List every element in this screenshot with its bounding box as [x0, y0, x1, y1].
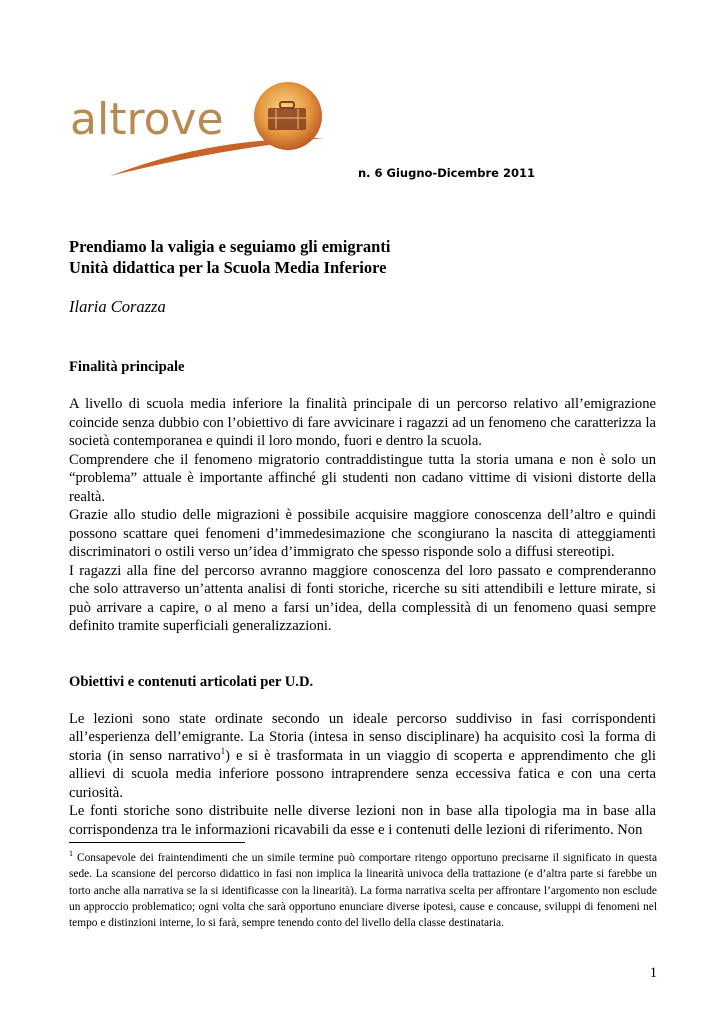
paragraph: A livello di scuola media inferiore la finalità principale di un percorso relativo all’emigrazione coincide senza dubbio con l’obiettivo di fare avvicinare i ragazzi ad un fenomeno che caratterizza la società contemporanea e quindi il loro mondo, fuori e dentro la scuola. [69, 396, 656, 449]
paragraph: Le fonti storiche sono distribuite nelle diverse lezioni non in base alla tipologia ma in base alla corrispondenza tra le informazioni ricavabili da esse e i contenuti delle lezioni di riferimento. Non [69, 803, 656, 838]
paragraph: Comprendere che il fenomeno migratorio contraddistingue tutta la storia umana e non è solo un “problema” attuale è importante affinché gli studenti non cadano vittime di visioni distorte della realtà. [69, 451, 656, 505]
footnote-number: 1 [69, 849, 73, 859]
paragraph: I ragazzi alla fine del percorso avranno maggiore conoscenza del loro passato e comprenderanno che solo attraverso un’attenta analisi di fonti storiche, ricerche su siti attendibili e letture mirate, si può arrivare a capire, o al meno a farsi un’idea, della complessità di un fenomeno quasi sempre definito tramite superficiali generalizzazioni. [69, 562, 656, 634]
page-number: 1 [649, 965, 657, 981]
paragraph [69, 710, 656, 803]
section-heading: Obiettivi e contenuti articolati per U.D. [69, 673, 314, 690]
title-line-2: Unità didattica per la Scuola Media Inferiore [69, 258, 387, 277]
footnote-separator [69, 842, 245, 843]
document-title [69, 236, 659, 278]
section-heading: Finalità principale [69, 359, 185, 375]
logo-text: altrove [70, 94, 224, 145]
issue-label: n. 6 Giugno-Dicembre 2011 [357, 166, 535, 180]
paragraph: Grazie allo studio delle migrazioni è possibile acquisire maggiore conoscenza dell’altro e quindi possono scattare quei fenomeni d’immedesimazione che scongiurano la nascita di atteggiamenti discriminatori o ostili verso un’idea d’immigrato che spesso risponde solo a diffusi stereotipi. [69, 507, 656, 560]
altrove-logo [62, 76, 342, 186]
footnote-reference[interactable]: 1 [220, 745, 226, 756]
author-name: Ilaria Corazza [69, 297, 166, 316]
footnote [69, 850, 657, 931]
title-line-1: Prendiamo la valigia e seguiamo gli emigranti [69, 237, 391, 256]
document-body [69, 358, 656, 839]
paragraph-text: Le lezioni sono state ordinate secondo un ideale percorso suddiviso in fasi corrispondenti all’esperienza dell’emigrante. La Storia (intesa in senso disciplinare) ha acquisito così la forma di storia (in senso narrativo [69, 710, 656, 764]
footnote-text: Consapevole dei fraintendimenti che un simile termine può comportare ritengo opportuno precisarne il significato in questa sede. La scansione del percorso didattico in fasi non implica la linearità univoca della trattazione (e d’altra parte si farebbe un torto anche alla narrativa se la si identificasse con la linearità). La forma narrativa scelta per affrontare l’argomento non esclude un approccio problematico; ogni volta che sarà opportuno enunciare diverse ipotesi, cause e concause, sviluppi di fenomeni nel tempo e distinzioni interne, lo si farà, sempre tenendo conto del livello della classe destinataria. [69, 852, 657, 930]
paragraph-text: ) e si è trasformata in un viaggio di scoperta e apprendimento che gli allievi di scuola media inferiore possono intraprendere senza eccessiva fatica e con una certa curiosità. [69, 747, 656, 801]
